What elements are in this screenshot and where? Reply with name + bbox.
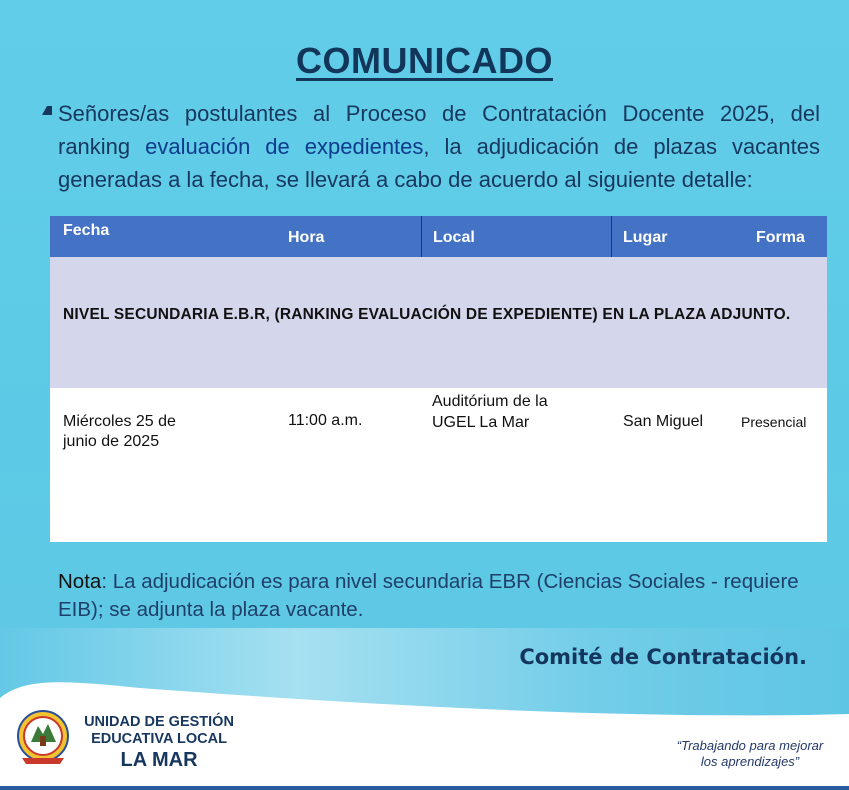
schedule-table — [50, 216, 827, 542]
cell-forma: Presencial — [741, 414, 807, 430]
cell-local: Auditórium de la UGEL La Mar — [432, 393, 548, 431]
header-lugar: Lugar — [623, 229, 668, 246]
slogan-line-1: “Trabajando para mejorar — [676, 738, 824, 753]
note-text: : La adjudicación es para nivel secundaria EBR (Ciencias Sociales - requiere EIB); se adjunta la plaza vacante. — [58, 570, 799, 621]
intro-paragraph — [58, 97, 820, 196]
footer-line — [0, 786, 849, 790]
cell-lugar: San Miguel — [623, 413, 704, 430]
org-line-2: EDUCATIVA LOCAL — [91, 731, 227, 747]
cell-fecha: Miércoles 25 de junio de 2025 — [63, 413, 176, 450]
header-divider — [421, 216, 422, 257]
intro-text-1: Señores/as postulantes al Proceso de Contratación Docente 2025, del ranking — [58, 101, 820, 159]
page-title: COMUNICADO — [296, 40, 553, 81]
ugel-seal-icon — [16, 706, 72, 770]
org-line-1: UNIDAD DE GESTIÓN — [84, 714, 234, 730]
table-header-row — [50, 216, 827, 257]
note-paragraph — [58, 568, 828, 624]
org-line-3: LA MAR — [120, 749, 198, 771]
slogan-line-2: los aprendizajes” — [700, 754, 800, 769]
level-band — [50, 257, 827, 388]
header-fecha: Fecha — [63, 222, 110, 239]
bullet-triangle-icon — [42, 106, 52, 115]
header-forma: Forma — [756, 229, 805, 246]
intro-text-2: , la adjudicación de plazas vacantes generadas a la fecha, se llevará a cabo de acuerdo al siguiente detalle: — [58, 134, 820, 192]
note-label: Nota — [58, 570, 102, 593]
level-band-text: NIVEL SECUNDARIA E.B.R, (RANKING EVALUACIÓN DE EXPEDIENTE) EN LA PLAZA ADJUNTO. — [63, 306, 791, 323]
slogan — [660, 738, 840, 770]
header-hora: Hora — [288, 229, 325, 246]
header-local: Local — [433, 229, 475, 246]
header-divider — [611, 216, 612, 257]
intro-highlight: evaluación de expedientes — [145, 134, 424, 159]
signature: Comité de Contratación. — [519, 645, 807, 669]
org-name — [78, 714, 240, 772]
cell-hora: 11:00 a.m. — [288, 412, 363, 429]
